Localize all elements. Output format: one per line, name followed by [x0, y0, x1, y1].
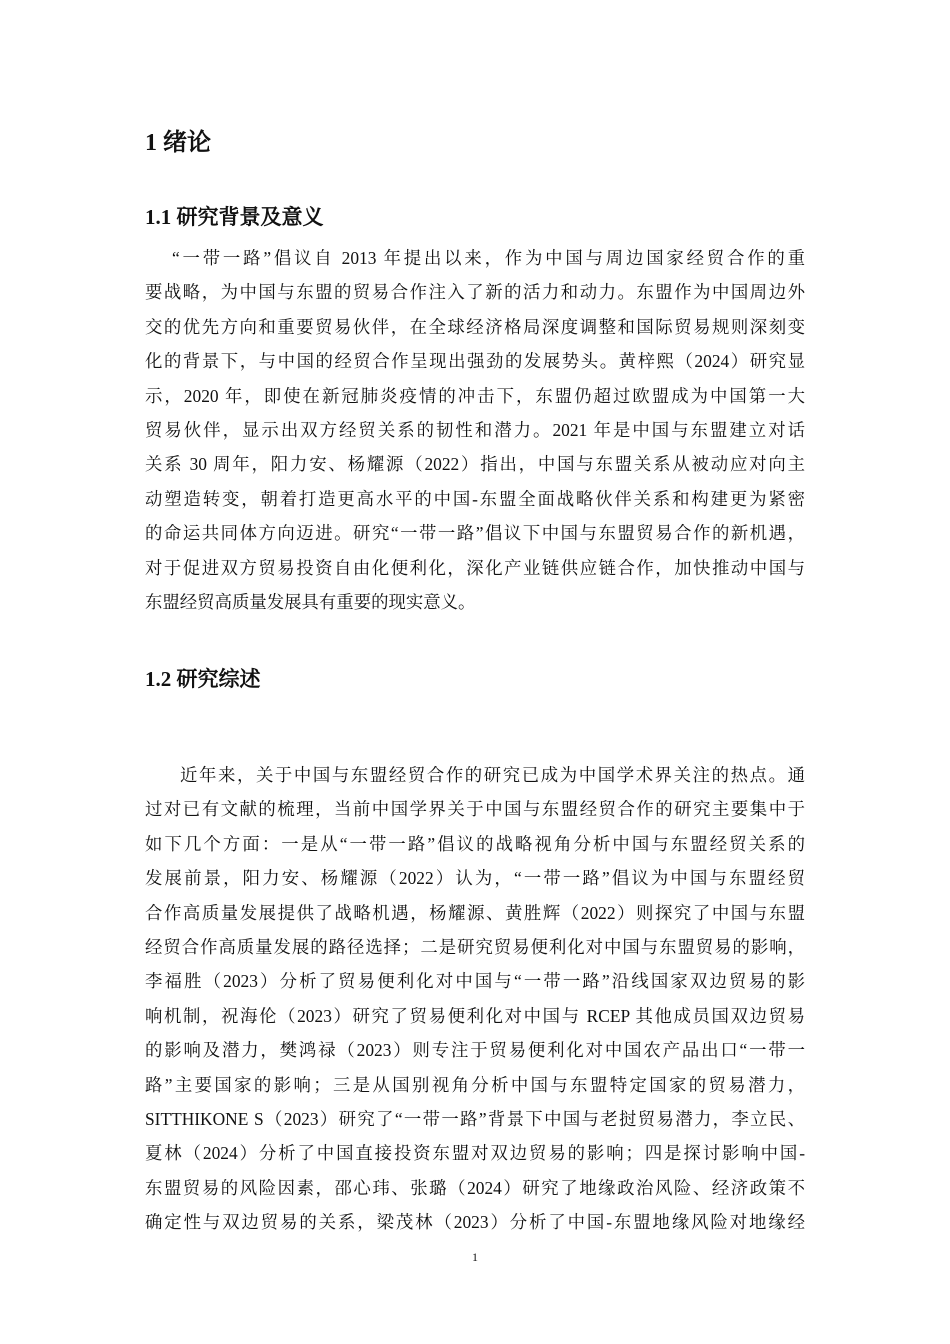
text-line: 的命运共同体方向迈进。研究“一带一路”倡议下中国与东盟贸易合作的新机遇， [145, 523, 805, 544]
section-title-1-2: 1.2 研究综述 [145, 667, 261, 691]
text-line: 路”主要国家的影响；三是从国别视角分析中国与东盟特定国家的贸易潜力， [145, 1074, 805, 1095]
page-number: 1 [472, 1250, 478, 1264]
text-line: 近年来，关于中国与东盟经贸合作的研究已成为中国学术界关注的热点。通 [180, 765, 805, 785]
text-line: 东盟贸易的风险因素，邵心玮、张璐（2024）研究了地缘政治风险、经济政策不 [145, 1177, 805, 1198]
chapter-title: 1 绪论 [145, 130, 211, 156]
text-line: SITTHIKONE S（2023）研究了“一带一路”背景下中国与老挝贸易潜力，李立民、 [145, 1108, 805, 1129]
text-line: 如下几个方面：一是从“一带一路”倡议的战略视角分析中国与东盟经贸关系的 [145, 833, 805, 854]
text-line: 东盟经贸高质量发展具有重要的现实意义。 [145, 591, 476, 612]
text-line: 夏林（2024）分析了中国直接投资东盟对双边贸易的影响；四是探讨影响中国- [145, 1143, 805, 1164]
text-line: 化的背景下，与中国的经贸合作呈现出强劲的发展势头。黄梓熙（2024）研究显 [145, 351, 805, 372]
text-line: 响机制，祝海伦（2023）研究了贸易便利化对中国与 RCEP 其他成员国双边贸易 [145, 1005, 805, 1026]
text-line: 关系 30 周年，阳力安、杨耀源（2022）指出，中国与东盟关系从被动应对向主 [145, 454, 805, 475]
text-line: 过对已有文献的梳理，当前中国学界关于中国与东盟经贸合作的研究主要集中于 [145, 799, 805, 820]
text-line: 交的优先方向和重要贸易伙伴，在全球经济格局深度调整和国际贸易规则深刻变 [145, 316, 805, 337]
paragraph-background [145, 241, 805, 619]
text-line: 李福胜（2023）分析了贸易便利化对中国与“一带一路”沿线国家双边贸易的影 [145, 971, 805, 992]
text-line: 发展前景，阳力安、杨耀源（2022）认为，“一带一路”倡议为中国与东盟经贸 [145, 868, 805, 889]
text-line: “一带一路”倡议自 2013 年提出以来，作为中国与周边国家经贸合作的重 [172, 248, 805, 268]
text-line: 对于促进双方贸易投资自由化便利化，深化产业链供应链合作，加快推动中国与 [145, 557, 805, 578]
text-line: 经贸合作高质量发展的路径选择；二是研究贸易便利化对中国与东盟贸易的影响， [145, 936, 805, 957]
text-line: 合作高质量发展提供了战略机遇，杨耀源、黄胜辉（2022）则探究了中国与东盟 [145, 902, 805, 923]
text-line: 的影响及潜力，樊鸿禄（2023）则专注于贸易便利化对中国农产品出口“一带一 [145, 1040, 805, 1061]
paragraph-review [145, 758, 805, 1239]
text-line: 动塑造转变，朝着打造更高水平的中国-东盟全面战略伙伴关系和构建更为紧密 [145, 488, 805, 509]
text-line: 要战略，为中国与东盟的贸易合作注入了新的活力和动力。东盟作为中国周边外 [145, 282, 805, 303]
text-line: 示，2020 年，即使在新冠肺炎疫情的冲击下，东盟仍超过欧盟成为中国第一大 [145, 385, 805, 406]
section-title-1-1: 1.1 研究背景及意义 [145, 205, 324, 229]
text-line: 贸易伙伴，显示出双方经贸关系的韧性和潜力。2021 年是中国与东盟建立对话 [145, 419, 805, 440]
text-line: 确定性与双边贸易的关系，梁茂林（2023）分析了中国-东盟地缘风险对地缘经 [145, 1212, 805, 1233]
